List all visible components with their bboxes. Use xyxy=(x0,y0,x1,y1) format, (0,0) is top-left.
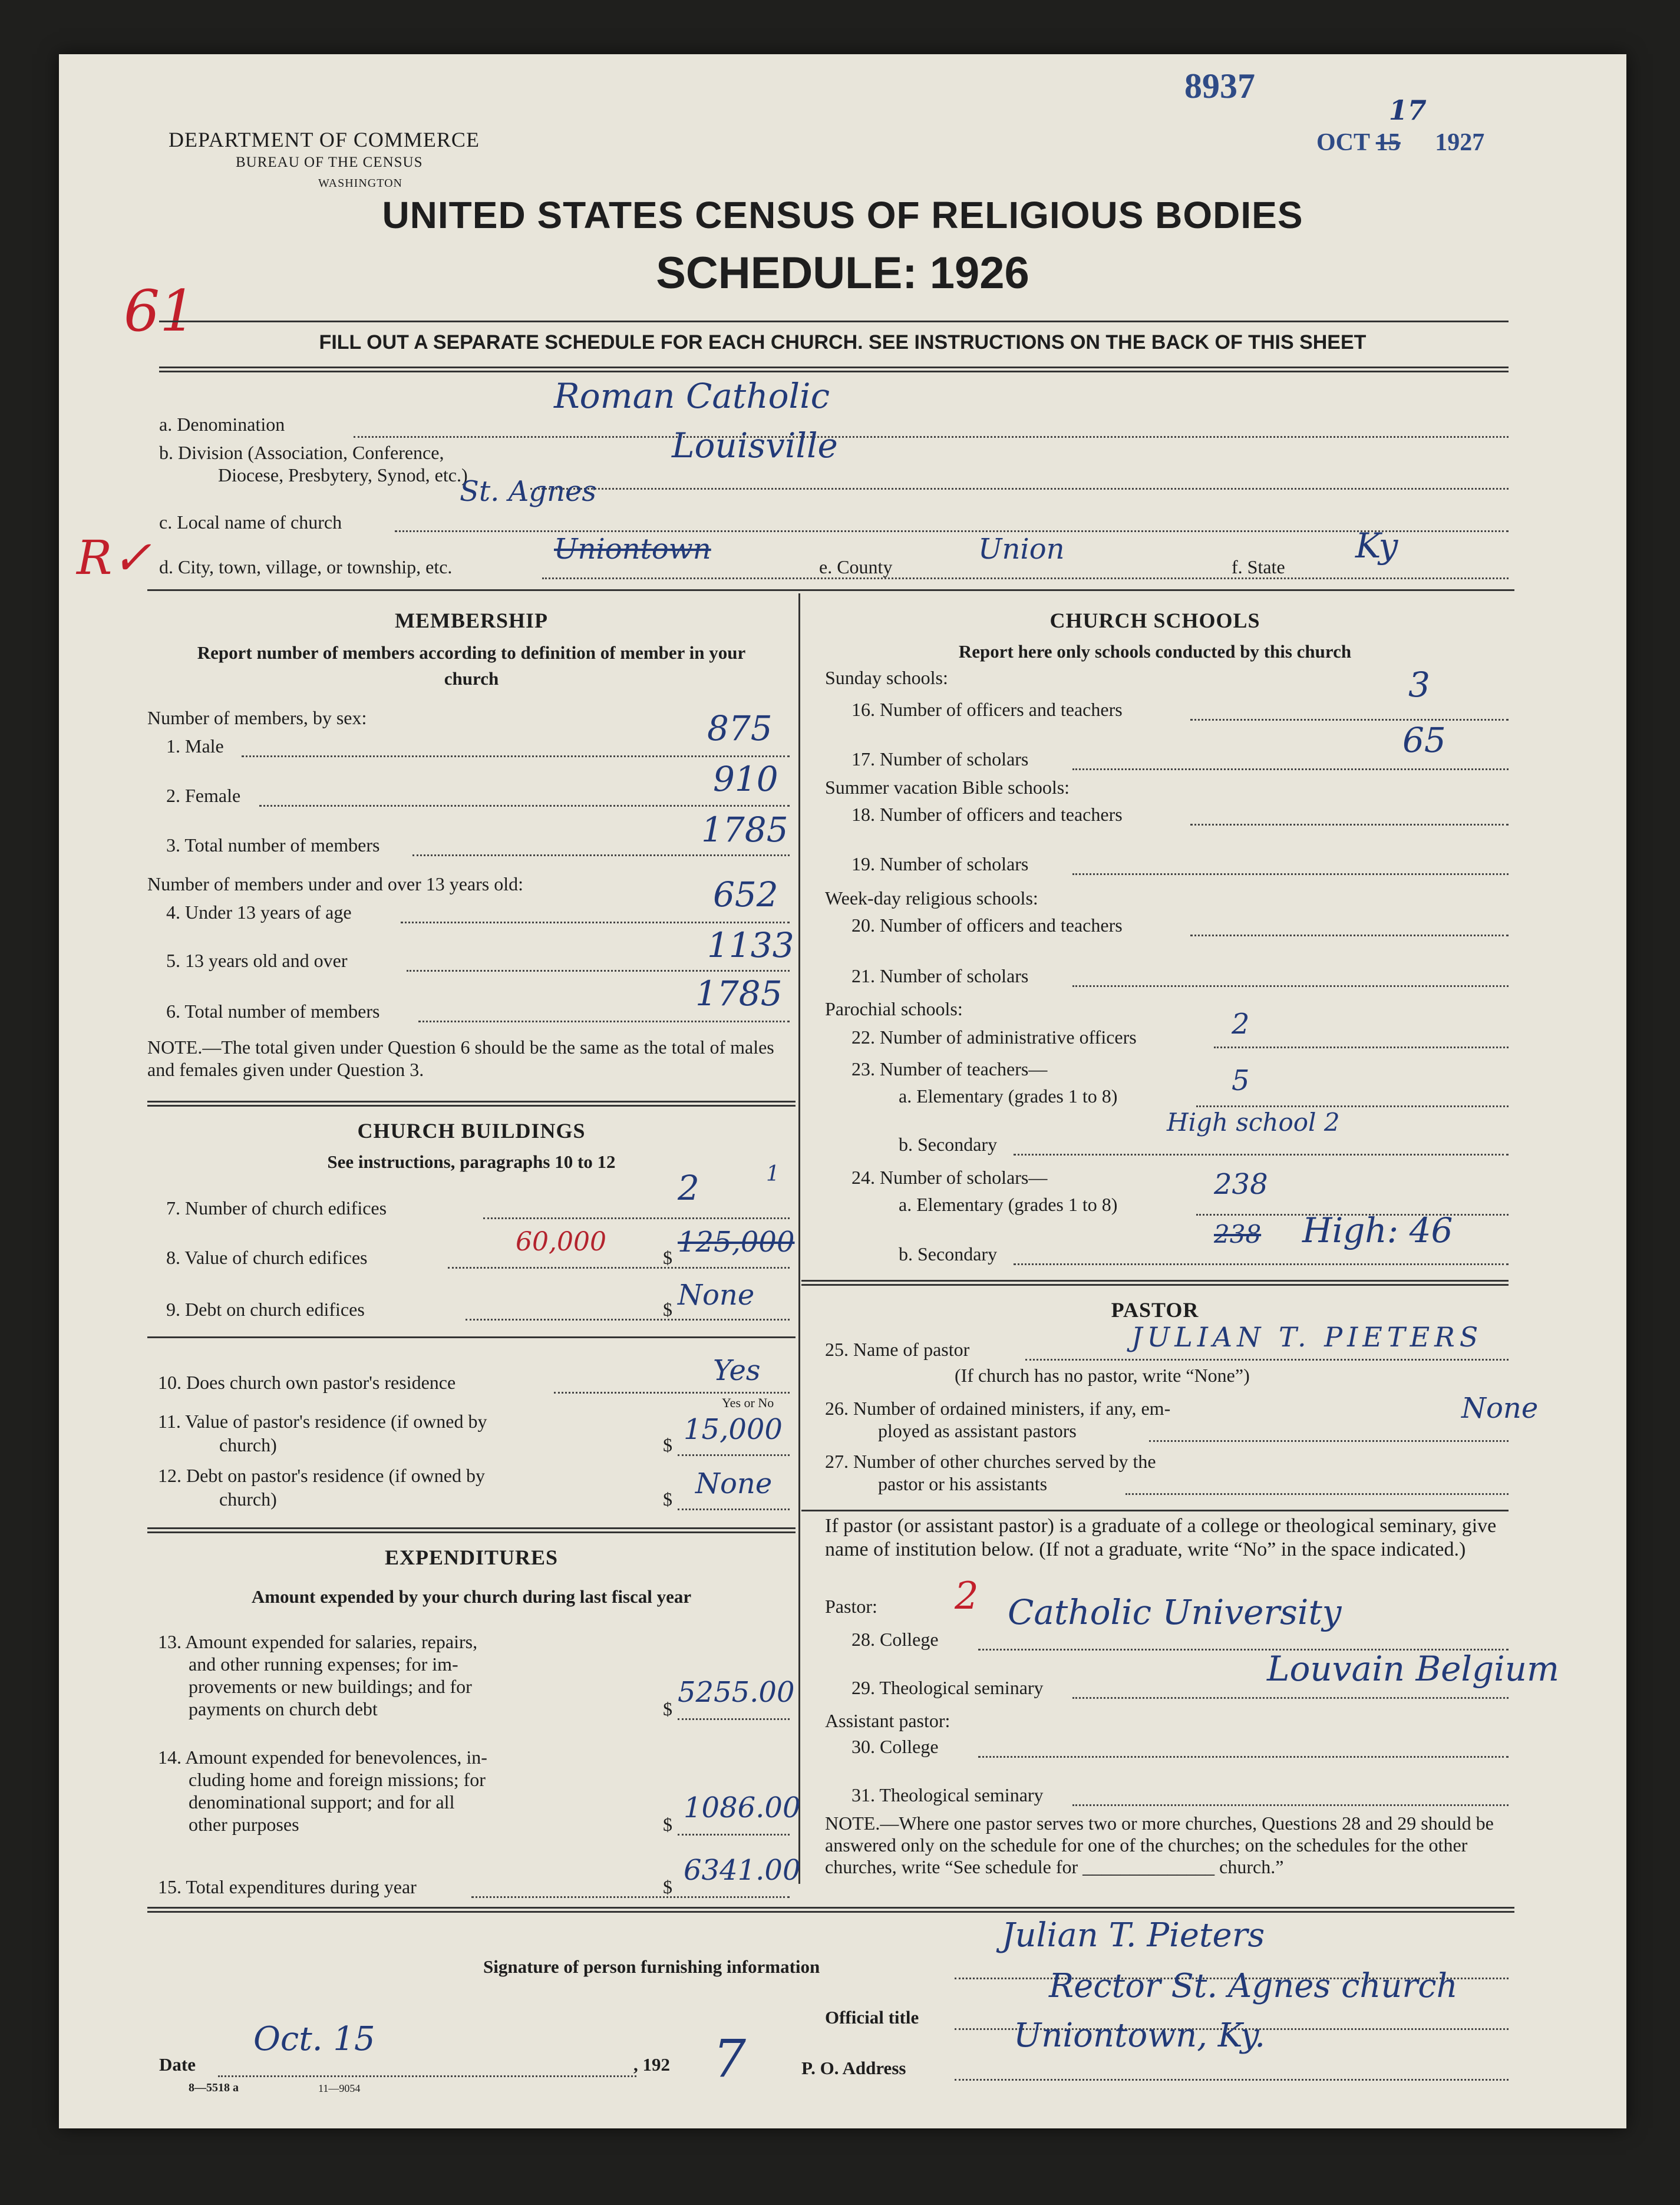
q13-label-1: 13. Amount expended for salaries, repairs, xyxy=(158,1631,478,1652)
q16-label: 16. Number of officers and teachers xyxy=(851,699,1123,720)
county-label: e. County xyxy=(819,556,893,577)
membership-subtitle: Report number of members according to definition of member in your church xyxy=(197,642,746,689)
q5-value: 1133 xyxy=(707,925,794,965)
year-prefix: , 192 xyxy=(633,2054,670,2075)
q25-hint: (If church has no pastor, write “None”) xyxy=(955,1365,1250,1386)
q28-label: 28. College xyxy=(851,1629,939,1650)
q4-value: 652 xyxy=(713,874,778,915)
form-number: 8—5518 a xyxy=(189,2081,239,2094)
county-value: Union xyxy=(978,533,1065,566)
parochial-schools-label: Parochial schools: xyxy=(825,998,963,1019)
margin-number: 61 xyxy=(124,278,196,344)
q17-value: 65 xyxy=(1402,720,1446,760)
pastor-mark: 2 xyxy=(955,1574,979,1618)
denomination-label: a. Denomination xyxy=(159,414,285,435)
pastor-title: PASTOR xyxy=(1111,1298,1199,1322)
stamp-date: OCT 17 15 1927 xyxy=(1316,94,1485,156)
q14-label-3: denominational support; and for all xyxy=(189,1791,455,1813)
q25-value: JULIAN T. PIETERS xyxy=(1131,1321,1483,1353)
q12-label-b: church) xyxy=(219,1488,277,1510)
q23a-label: a. Elementary (grades 1 to 8) xyxy=(899,1085,1118,1107)
q8-value-struck: 60,000 xyxy=(516,1227,606,1257)
q26-value: None xyxy=(1461,1392,1539,1425)
division-label-2: Diocese, Presbytery, Synod, etc.) xyxy=(218,464,468,486)
q24a-value: 238 xyxy=(1214,1168,1268,1201)
q11-dollar: $ xyxy=(663,1434,672,1455)
form-title: UNITED STATES CENSUS OF RELIGIOUS BODIES xyxy=(382,194,1303,236)
schools-title: CHURCH SCHOOLS xyxy=(1049,609,1260,632)
q1-label: 1. Male xyxy=(166,735,224,757)
census-schedule-sheet xyxy=(59,54,1626,2128)
membership-title: MEMBERSHIP xyxy=(394,609,548,632)
state-label: f. State xyxy=(1232,556,1285,577)
q24-label: 24. Number of scholars— xyxy=(851,1167,1048,1188)
q19-label: 19. Number of scholars xyxy=(851,853,1029,874)
q15-dollar: $ xyxy=(663,1876,672,1897)
q10-value: Yes xyxy=(713,1354,761,1387)
date-value: Oct. 15 xyxy=(253,2020,375,2058)
yes-no-hint: Yes or No xyxy=(722,1395,774,1410)
q24b-value: High: 46 xyxy=(1302,1210,1453,1250)
city-value: Uniontown xyxy=(554,533,711,566)
weekday-schools-label: Week-day religious schools: xyxy=(825,887,1038,909)
q31-label: 31. Theological seminary xyxy=(851,1784,1044,1805)
schedule-title: SCHEDULE: 1926 xyxy=(656,248,1029,298)
q21-label: 21. Number of scholars xyxy=(851,965,1029,986)
q30-label: 30. College xyxy=(851,1736,939,1757)
q15-label: 15. Total expenditures during year xyxy=(158,1876,417,1897)
po-address-value: Uniontown, Ky. xyxy=(1014,2016,1266,2055)
q7-value: 2 xyxy=(678,1168,699,1208)
members-by-sex-label: Number of members, by sex: xyxy=(147,707,367,728)
q16-value: 3 xyxy=(1408,665,1430,705)
q14-value: 1086.00 xyxy=(684,1791,801,1824)
q6-label: 6. Total number of members xyxy=(166,1001,380,1022)
q2-label: 2. Female xyxy=(166,785,241,806)
q24b-value-struck: 238 xyxy=(1214,1220,1262,1249)
q13-value: 5255.00 xyxy=(678,1676,795,1709)
q8-dollar: $ xyxy=(663,1247,672,1268)
dept-name: DEPARTMENT OF COMMERCE xyxy=(169,128,480,151)
q9-value: None xyxy=(678,1279,755,1312)
q8-value: 125,000 xyxy=(678,1226,795,1259)
official-title-value: Rector St. Agnes church xyxy=(1049,1967,1458,2005)
buildings-title: CHURCH BUILDINGS xyxy=(357,1119,586,1143)
q10-label: 10. Does church own pastor's residence xyxy=(158,1372,456,1393)
q11-label-b: church) xyxy=(219,1434,277,1455)
q9-dollar: $ xyxy=(663,1299,672,1320)
signature-value: Julian T. Pieters xyxy=(1002,1916,1265,1955)
state-value: Ky xyxy=(1355,526,1398,566)
q24a-label: a. Elementary (grades 1 to 8) xyxy=(899,1194,1118,1215)
buildings-subtitle: See instructions, paragraphs 10 to 12 xyxy=(327,1151,616,1172)
q2-value: 910 xyxy=(713,759,778,799)
q7-label: 7. Number of church edifices xyxy=(166,1197,387,1219)
city-label: d. City, town, village, or township, etc. xyxy=(159,556,453,577)
expenditures-title: EXPENDITURES xyxy=(384,1546,559,1569)
official-title-label: Official title xyxy=(825,2007,919,2028)
q13-dollar: $ xyxy=(663,1698,672,1719)
q13-label-4: payments on church debt xyxy=(189,1698,378,1719)
q15-value: 6341.00 xyxy=(684,1854,801,1887)
q14-label-2: cluding home and foreign missions; for xyxy=(189,1769,486,1790)
margin-mark: R✓ xyxy=(77,530,152,585)
q23b-label: b. Secondary xyxy=(899,1134,998,1155)
q23a-value: 5 xyxy=(1232,1064,1250,1097)
local-name-value: St. Agnes xyxy=(460,475,597,508)
summer-schools-label: Summer vacation Bible schools: xyxy=(825,777,1070,798)
q22-value: 2 xyxy=(1232,1008,1250,1041)
q13-label-2: and other running expenses; for im- xyxy=(189,1653,458,1675)
q22-label: 22. Number of administrative officers xyxy=(851,1026,1137,1048)
q26-label-2: ployed as assistant pastors xyxy=(878,1420,1077,1441)
fill-instruction: FILL OUT A SEPARATE SCHEDULE FOR EACH CHURCH. SEE INSTRUCTIONS ON THE BACK OF THIS SHEET xyxy=(319,331,1367,354)
q3-value: 1785 xyxy=(701,810,788,850)
q13-label-3: provements or new buildings; and for xyxy=(189,1676,472,1697)
stamp-number: 8937 xyxy=(1184,67,1255,105)
q27-label-1: 27. Number of other churches served by the xyxy=(825,1451,1156,1472)
q9-label: 9. Debt on church edifices xyxy=(166,1299,365,1320)
q12-value: None xyxy=(695,1467,773,1500)
q20-label: 20. Number of officers and teachers xyxy=(851,915,1123,936)
q28-value: Catholic University xyxy=(1008,1592,1342,1632)
q27-label-2: pastor or his assistants xyxy=(878,1473,1048,1494)
division-label: b. Division (Association, Conference, xyxy=(159,442,444,463)
q14-label-4: other purposes xyxy=(189,1814,299,1835)
q3-label: 3. Total number of members xyxy=(166,834,380,856)
division-value: Louisville xyxy=(672,425,838,466)
bureau-name: BUREAU OF THE CENSUS xyxy=(236,154,423,170)
local-name-label: c. Local name of church xyxy=(159,511,342,533)
q7-value-b: 1 xyxy=(766,1162,780,1186)
q29-label: 29. Theological seminary xyxy=(851,1677,1044,1698)
q11-label: 11. Value of pastor's residence (if owned by xyxy=(158,1411,487,1432)
q23b-value: High school 2 xyxy=(1167,1108,1340,1137)
q12-label: 12. Debt on pastor's residence (if owned by xyxy=(158,1465,485,1486)
q11-value: 15,000 xyxy=(684,1413,783,1446)
schools-subtitle: Report here only schools conducted by this church xyxy=(958,641,1352,662)
city-name: WASHINGTON xyxy=(318,177,402,190)
q5-label: 5. 13 years old and over xyxy=(166,950,348,971)
sunday-schools-label: Sunday schools: xyxy=(825,667,948,688)
q24b-label: b. Secondary xyxy=(899,1243,998,1265)
q6-value: 1785 xyxy=(695,973,783,1014)
q4-label: 4. Under 13 years of age xyxy=(166,902,352,923)
graduate-note: If pastor (or assistant pastor) is a graduate of a college or theological seminary, give name of institution below. (If not a graduate, write “No” in the space indicated.) xyxy=(825,1515,1497,1560)
signature-label: Signature of person furnishing information xyxy=(483,1956,820,1977)
q12-dollar: $ xyxy=(663,1488,672,1510)
q18-label: 18. Number of officers and teachers xyxy=(851,804,1123,825)
members-by-age-label: Number of members under and over 13 years old: xyxy=(147,873,524,894)
pastor-note: NOTE.—Where one pastor serves two or more churches, Questions 28 and 29 should be answered only on the schedule for one of the churches; on the schedules for the other churches, write “See schedule for ______________ church.” xyxy=(825,1813,1494,1877)
membership-note: NOTE.—The total given under Question 6 should be the same as the total of males and females given under Question 3. xyxy=(147,1037,774,1080)
date-label: Date xyxy=(159,2054,196,2075)
q25-label: 25. Name of pastor xyxy=(825,1339,970,1360)
q1-value: 875 xyxy=(707,708,773,748)
q17-label: 17. Number of scholars xyxy=(851,748,1029,770)
assistant-pastor-label: Assistant pastor: xyxy=(825,1710,950,1731)
q29-value: Louvain Belgium xyxy=(1267,1649,1560,1689)
q23-label: 23. Number of teachers— xyxy=(851,1058,1048,1080)
q14-dollar: $ xyxy=(663,1814,672,1835)
print-number: 11—9054 xyxy=(318,2082,361,2094)
po-address-label: P. O. Address xyxy=(801,2058,906,2078)
expenditures-subtitle: Amount expended by your church during last fiscal year xyxy=(251,1586,692,1607)
q26-label-1: 26. Number of ordained ministers, if any, em- xyxy=(825,1398,1171,1419)
denomination-value: Roman Catholic xyxy=(554,376,830,416)
q14-label-1: 14. Amount expended for benevolences, in- xyxy=(158,1747,487,1768)
q8-label: 8. Value of church edifices xyxy=(166,1247,368,1268)
pastor-sub-label: Pastor: xyxy=(825,1596,877,1617)
year-digit: 7 xyxy=(713,2028,746,2089)
